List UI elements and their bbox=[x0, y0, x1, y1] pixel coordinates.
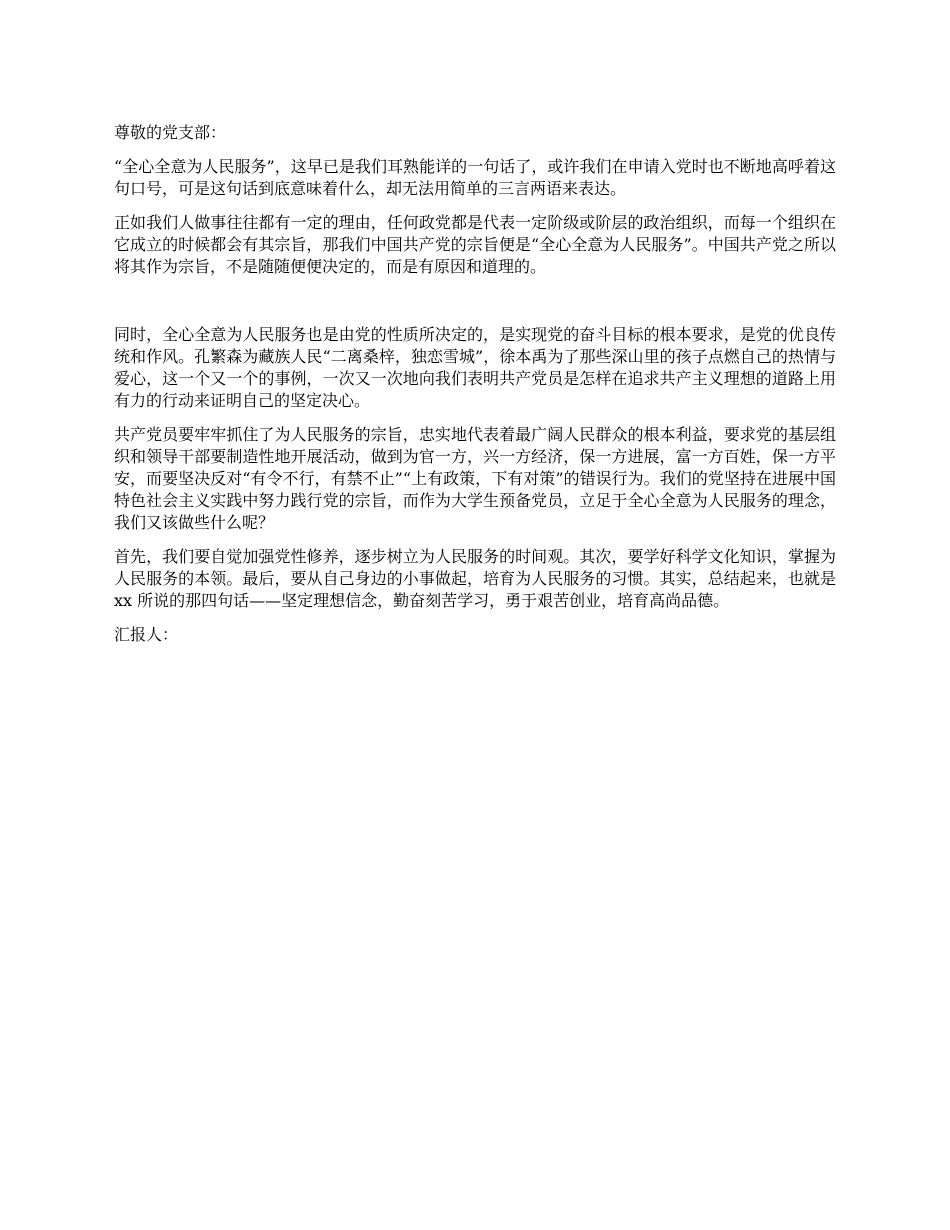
paragraph-3: 同时，全心全意为人民服务也是由党的性质所决定的，是实现党的奋斗目标的根本要求，是党的优良传统和作风。孔繁森为藏族人民“二离桑梓，独恋雪城”，徐本禹为了那些深山里的孩子点燃自己的热情与爱心，这一个又一个的事例，一次又一次地向我们表明共产党员是怎样在追求共产主义理想的道路上用有力的行动来证明自己的坚定决心。 bbox=[114, 325, 836, 410]
paragraph-1: “全心全意为人民服务”，这早已是我们耳熟能详的一句话了，或许我们在申请入党时也不断地高呼着这句口号，可是这句话到底意味着什么，却无法用简单的三言两语来表达。 bbox=[114, 157, 836, 198]
paragraph-2: 正如我们人做事往往都有一定的理由，任何政党都是代表一定阶级或阶层的政治组织，而每一个组织在它成立的时候都会有其宗旨，那我们中国共产党的宗旨便是“全心全意为人民服务”。中国共产党之所以将其作为宗旨，不是随随便便决定的，而是有原因和道理的。 bbox=[114, 213, 836, 276]
document-body bbox=[114, 122, 836, 658]
paragraph-5: 首先，我们要自觉加强党性修养，逐步树立为人民服务的时间观。其次，要学好科学文化知识，掌握为人民服务的本领。最后，要从自己身边的小事做起，培育为人民服务的习惯。其实，总结起来，也就是 xx 所说的那四句话——坚定理想信念，勤奋刻苦学习，勇于艰苦创业，培育高尚品德。 bbox=[114, 547, 836, 610]
blank-spacer bbox=[114, 290, 836, 324]
salutation: 尊敬的党支部： bbox=[114, 123, 227, 142]
signature-label: 汇报人： bbox=[114, 625, 179, 644]
paragraph-4: 共产党员要牢牢抓住了为人民服务的宗旨，忠实地代表着最广阔人民群众的根本利益，要求党的基层组织和领导干部要制造性地开展活动，做到为官一方，兴一方经济，保一方进展，富一方百姓，保一方平安，而要坚决反对“有令不行，有禁不止”“上有政策，下有对策”的错误行为。我们的党坚持在进展中国特色社会主义实践中努力践行党的宗旨，而作为大学生预备党员，立足于全心全意为人民服务的理念，我们又该做些什么呢？ bbox=[114, 425, 836, 532]
